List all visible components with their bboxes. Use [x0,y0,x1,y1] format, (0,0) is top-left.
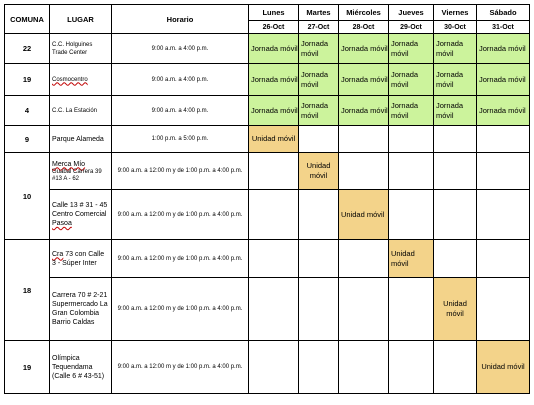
jornada-movil-cell: Jornada móvil [299,34,339,64]
schedule-table [4,4,530,394]
header-day-miercoles: Miércoles [339,5,389,21]
empty-cell [299,190,339,240]
header-date-jueves: 29-Oct [389,21,434,34]
empty-cell [389,278,434,341]
header-comuna: COMUNA [5,5,50,34]
comuna-cell: 4 [5,96,50,126]
empty-cell [249,240,299,278]
jornada-movil-cell: Jornada móvil [389,96,434,126]
lugar-line: Trade Center [52,49,88,56]
empty-cell [477,153,530,190]
lugar-line: Cra [52,250,64,258]
empty-cell [339,240,389,278]
jornada-movil-cell: Jornada móvil [434,96,477,126]
horario-cell: 9:00 a.m. a 4:00 p.m. [112,64,249,96]
empty-cell [299,341,339,394]
header-day-jueves: Jueves [389,5,434,21]
table-row [5,190,530,240]
lugar-cell: Olímpica Tequendama (Calle 6 # 43-51) [50,341,112,394]
header-day-martes: Martes [299,5,339,21]
empty-cell [339,126,389,153]
jornada-movil-cell: Jornada móvil [477,34,530,64]
comuna-cell: 18 [5,240,50,341]
table-row [5,341,530,394]
empty-cell [299,278,339,341]
jornada-movil-cell: Jornada móvil [249,34,299,64]
empty-cell [339,341,389,394]
header-day-lunes: Lunes [249,5,299,21]
empty-cell [249,190,299,240]
lugar-line: Calle 13 # 31 - 45 Centro Comercial [52,202,108,218]
lugar-cell [50,153,112,190]
jornada-movil-cell: Jornada móvil [477,64,530,96]
lugar-line: Merca Mío [52,160,86,168]
table-row [5,96,530,126]
jornada-movil-cell: Jornada móvil [339,34,389,64]
jornada-movil-cell: Jornada móvil [339,96,389,126]
table-row [5,126,530,153]
comuna-cell: 19 [5,64,50,96]
header-date-viernes: 30-Oct [434,21,477,34]
lugar-cell [50,64,112,96]
empty-cell [434,341,477,394]
jornada-movil-cell: Jornada móvil [389,34,434,64]
header-date-sabado: 31-Oct [477,21,530,34]
empty-cell [299,126,339,153]
header-lugar: LUGAR [50,5,112,34]
lugar-cell [50,240,112,278]
table-row [5,64,530,96]
header-day-sabado: Sábado [477,5,530,21]
table-row [5,278,530,341]
jornada-movil-cell: Jornada móvil [299,96,339,126]
horario-cell: 9:00 a.m. a 12:00 m y de 1:00 p.m. a 4:00 p.m. [112,278,249,341]
horario-cell: 9:00 a.m. a 12:00 m y de 1:00 p.m. a 4:00 p.m. [112,190,249,240]
empty-cell [477,240,530,278]
lugar-cell: C.C. La Estación [50,96,112,126]
header-day-viernes: Viernes [434,5,477,21]
lugar-line: C.C. Holguines [52,41,93,48]
lugar-cell: Parque Alameda [50,126,112,153]
horario-cell: 9:00 a.m. a 12:00 m y de 1:00 p.m. a 4:00 p.m. [112,341,249,394]
horario-cell: 1:00 p.m. a 5:00 p.m. [112,126,249,153]
empty-cell [434,190,477,240]
header-row-days [5,5,530,21]
empty-cell [249,341,299,394]
lugar-cell: Carrera 70 # 2-21 Supermercado La Gran Colombia Barrio Caldas [50,278,112,341]
table-row [5,34,530,64]
empty-cell [477,190,530,240]
empty-cell [434,126,477,153]
empty-cell [249,153,299,190]
header-horario: Horario [112,5,249,34]
horario-cell: 9:00 a.m. a 12:00 m y de 1:00 p.m. a 4:00 p.m. [112,153,249,190]
table-row [5,153,530,190]
empty-cell [389,153,434,190]
lugar-cell [50,34,112,64]
lugar-line: Cosmocentro [52,76,88,83]
empty-cell [477,126,530,153]
empty-cell [339,153,389,190]
comuna-cell: 10 [5,153,50,240]
jornada-movil-cell: Jornada móvil [477,96,530,126]
jornada-movil-cell: Jornada móvil [434,34,477,64]
empty-cell [339,278,389,341]
empty-cell [389,190,434,240]
empty-cell [434,240,477,278]
lugar-line: Guabal Carrera 39 #13 A - 62 [52,168,102,182]
unidad-movil-cell: Unidad móvil [299,153,339,190]
horario-cell: 9:00 a.m. a 12:00 m y de 1:00 p.m. a 4:00 p.m. [112,240,249,278]
unidad-movil-cell: Unidad móvil [389,240,434,278]
comuna-cell: 9 [5,126,50,153]
lugar-line: 73 con Calle 3 - Súper Inter [52,250,105,267]
jornada-movil-cell: Jornada móvil [299,64,339,96]
header-date-miercoles: 28-Oct [339,21,389,34]
header-date-martes: 27-Oct [299,21,339,34]
jornada-movil-cell: Jornada móvil [249,64,299,96]
unidad-movil-cell: Unidad móvil [249,126,299,153]
lugar-line: Pasoa [52,220,72,227]
jornada-movil-cell: Jornada móvil [434,64,477,96]
comuna-cell: 22 [5,34,50,64]
table-row [5,240,530,278]
empty-cell [477,278,530,341]
jornada-movil-cell: Jornada móvil [389,64,434,96]
jornada-movil-cell: Jornada móvil [339,64,389,96]
unidad-movil-cell: Unidad móvil [339,190,389,240]
empty-cell [389,126,434,153]
unidad-movil-cell: Unidad móvil [477,341,530,394]
empty-cell [434,153,477,190]
horario-cell: 9:00 a.m. a 4:00 p.m. [112,34,249,64]
header-date-lunes: 26-Oct [249,21,299,34]
empty-cell [299,240,339,278]
empty-cell [249,278,299,341]
jornada-movil-cell: Jornada móvil [249,96,299,126]
unidad-movil-cell: Unidad móvil [434,278,477,341]
empty-cell [389,341,434,394]
comuna-cell: 19 [5,341,50,394]
lugar-cell [50,190,112,240]
horario-cell: 9:00 a.m. a 4:00 p.m. [112,96,249,126]
